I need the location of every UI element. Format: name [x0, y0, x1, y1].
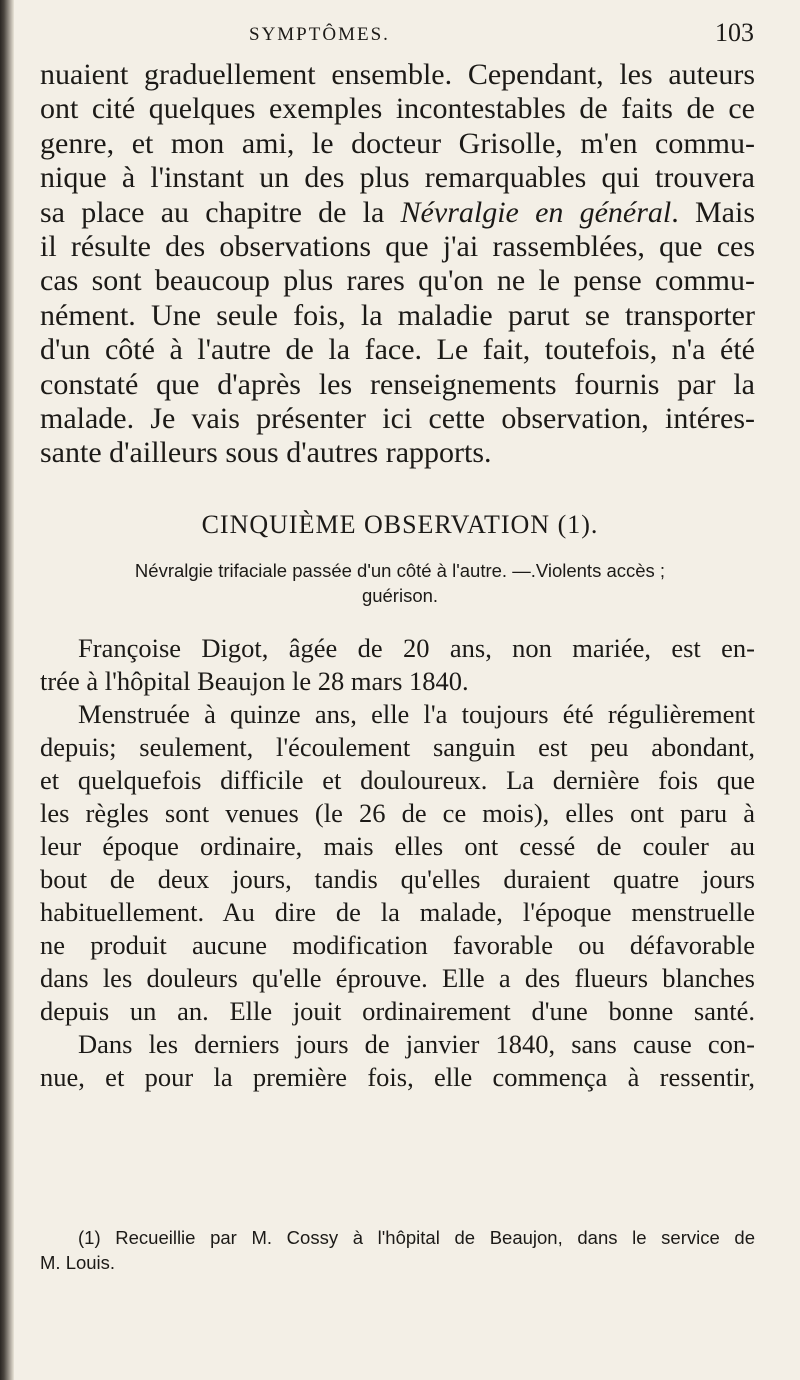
text-line: genre, et mon ami, le docteur Grisolle, m'en commu-: [40, 126, 755, 160]
italic-reference: Névralgie en général: [400, 195, 672, 229]
text-line: habituellement. Au dire de la malade, l'époque menstruelle: [40, 897, 755, 927]
text-line: il résulte des observations que j'ai rassemblées, que ces: [40, 230, 755, 264]
text-line: cas sont beaucoup plus rares qu'on ne le pense commu-: [40, 264, 755, 298]
text-line: dans les douleurs qu'elle éprouve. Elle a des flueurs blanches: [40, 963, 755, 993]
running-head-title: SYMPTÔMES.: [249, 24, 390, 45]
text-line: bout de deux jours, tandis qu'elles duraient quatre jours: [40, 864, 755, 894]
observation-summary: [40, 558, 760, 608]
observation-title: CINQUIÈME OBSERVATION (1).: [201, 510, 599, 539]
summary-line: guérison.: [361, 585, 439, 606]
text-line-with-italic: [40, 196, 755, 230]
text-line: depuis; seulement, l'écoulement sanguin est peu abondant,: [40, 732, 755, 762]
text-line: les règles sont venues (le 26 de ce mois), elles ont paru à: [40, 798, 755, 828]
text-line: malade. Je vais présenter ici cette observation, intéres-: [40, 402, 755, 436]
paragraph-continuation: [40, 58, 755, 471]
footnote-line: M. Louis.: [40, 1252, 116, 1273]
footnote-line: (1) Recueillie par M. Cossy à l'hôpital de Beaujon, dans le service de: [78, 1227, 755, 1248]
binding-edge: [0, 0, 14, 1380]
text-line: et quelquefois difficile et douloureux. La dernière fois que: [40, 765, 755, 795]
text-line: Dans les derniers jours de janvier 1840, sans cause con-: [78, 1029, 755, 1059]
text-fragment: . Mais: [671, 195, 755, 229]
text-line: ne produit aucune modification favorable ou défavorable: [40, 930, 755, 960]
text-line: constaté que d'après les renseignements fournis par la: [40, 367, 755, 401]
text-line: nique à l'instant un des plus remarquables qui trouvera: [40, 161, 755, 195]
text-line: Menstruée à quinze ans, elle l'a toujours été régulièrement: [78, 699, 755, 729]
text-line: Françoise Digot, âgée de 20 ans, non mariée, est en-: [78, 633, 755, 663]
text-line: sante d'ailleurs sous d'autres rapports.: [40, 436, 492, 470]
observation-body: [40, 632, 755, 1094]
text-line: d'un côté à l'autre de la face. Le fait, toutefois, n'a été: [40, 333, 755, 367]
text-line: trée à l'hôpital Beaujon le 28 mars 1840.: [40, 666, 469, 696]
text-line: ont cité quelques exemples incontestables de faits de ce: [40, 92, 755, 126]
text-line: depuis un an. Elle jouit ordinairement d'une bonne santé.: [40, 996, 755, 1026]
text-line: nue, et pour la première fois, elle commença à ressentir,: [40, 1062, 755, 1092]
text-line: nuaient graduellement ensemble. Cependant, les auteurs: [40, 58, 755, 91]
footnote: [40, 1225, 755, 1275]
text-line: nément. Une seule fois, la maladie parut se transporter: [40, 298, 755, 332]
text-fragment: sa place au chapitre de la: [40, 195, 401, 229]
summary-line: Névralgie trifaciale passée d'un côté à l'autre. —.Violents accès ;: [134, 560, 666, 581]
text-line: leur époque ordinaire, mais elles ont cessé de couler au: [40, 831, 755, 861]
running-head: [40, 8, 760, 48]
page-number: 103: [715, 18, 754, 47]
